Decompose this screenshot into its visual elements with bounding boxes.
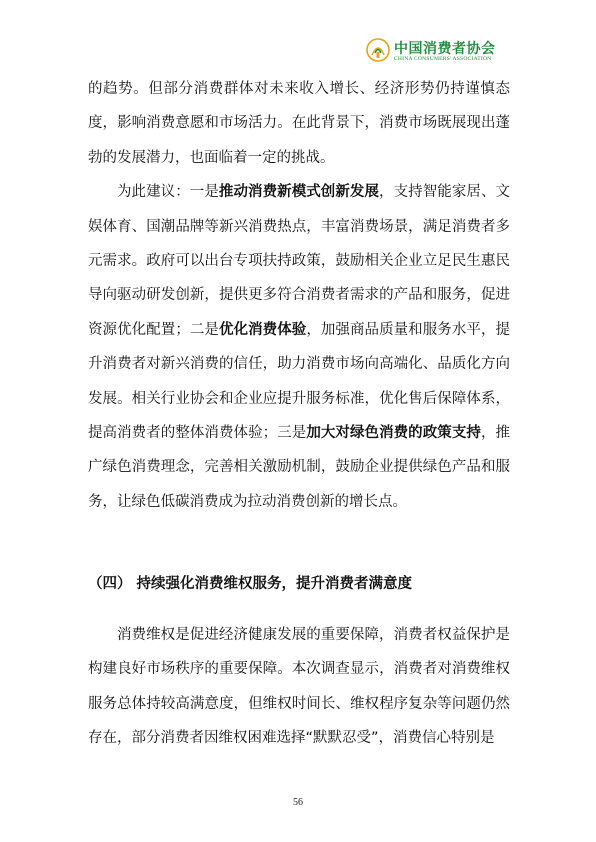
para2-text-3: ，加强商品质量和服务水平，提升消费者对新兴消费的信任，助力消费市场向高端化、品质化方向发展。相关行业协会和企业应提升服务标准，优化售后保障体系，提高消费者的整体消费体验；三是 [88,321,511,442]
paragraph-2 [88,175,510,519]
section-heading: （四） 持续强化消费维权服务，提升消费者满意度 [88,575,413,592]
para2-text-1: 为此建议：一是 [117,184,219,201]
body-content-2 [88,618,510,756]
cca-emblem-icon [366,37,390,63]
para2-bold-3: 加大对绿色消费的政策支持 [306,425,481,442]
paragraph-3: 消费维权是促进经济健康发展的重要保障，消费者权益保护是构建良好市场秩序的重要保障。本次调查显示，消费者对消费维权服务总体持较高满意度，但维权时间长、维权程序复杂等问题仍然存在，部分消费者因维权困难选择“默默忍受”，消费信心特别是 [88,627,510,747]
body-content [88,72,510,519]
paragraph-1: 的趋势。但部分消费群体对未来收入增长、经济形势仍持谨慎态度，影响消费意愿和市场活力。在此背景下，消费市场既展现出蓬勃的发展潜力，也面临着一定的挑战。 [88,81,510,166]
para2-bold-2: 优化消费体验 [218,321,307,338]
para2-text-2: ，支持智能家居、文娱体育、国潮品牌等新兴消费热点，丰富消费场景，满足消费者多元需求。政府可以出台专项扶持政策，鼓励相关企业立足民生惠民导向驱动研发创新，提供更多符合消费者需求的产品和服务，促进资源优化配置；二是 [88,184,511,338]
header-logo [366,36,514,66]
logo-title: 中国消费者协会 [394,41,496,57]
logo-subtitle: CHINA CONSUMERS' ASSOCIATION [394,56,492,62]
para2-bold-1: 推动消费新模式创新发展 [218,184,380,201]
page-number: 56 [293,797,303,808]
para2-text-4: ，推广绿色消费理念，完善相关激励机制，鼓励企业提供绿色产品和服务，让绿色低碳消费成为拉动消费创新的增长点。 [88,425,511,510]
